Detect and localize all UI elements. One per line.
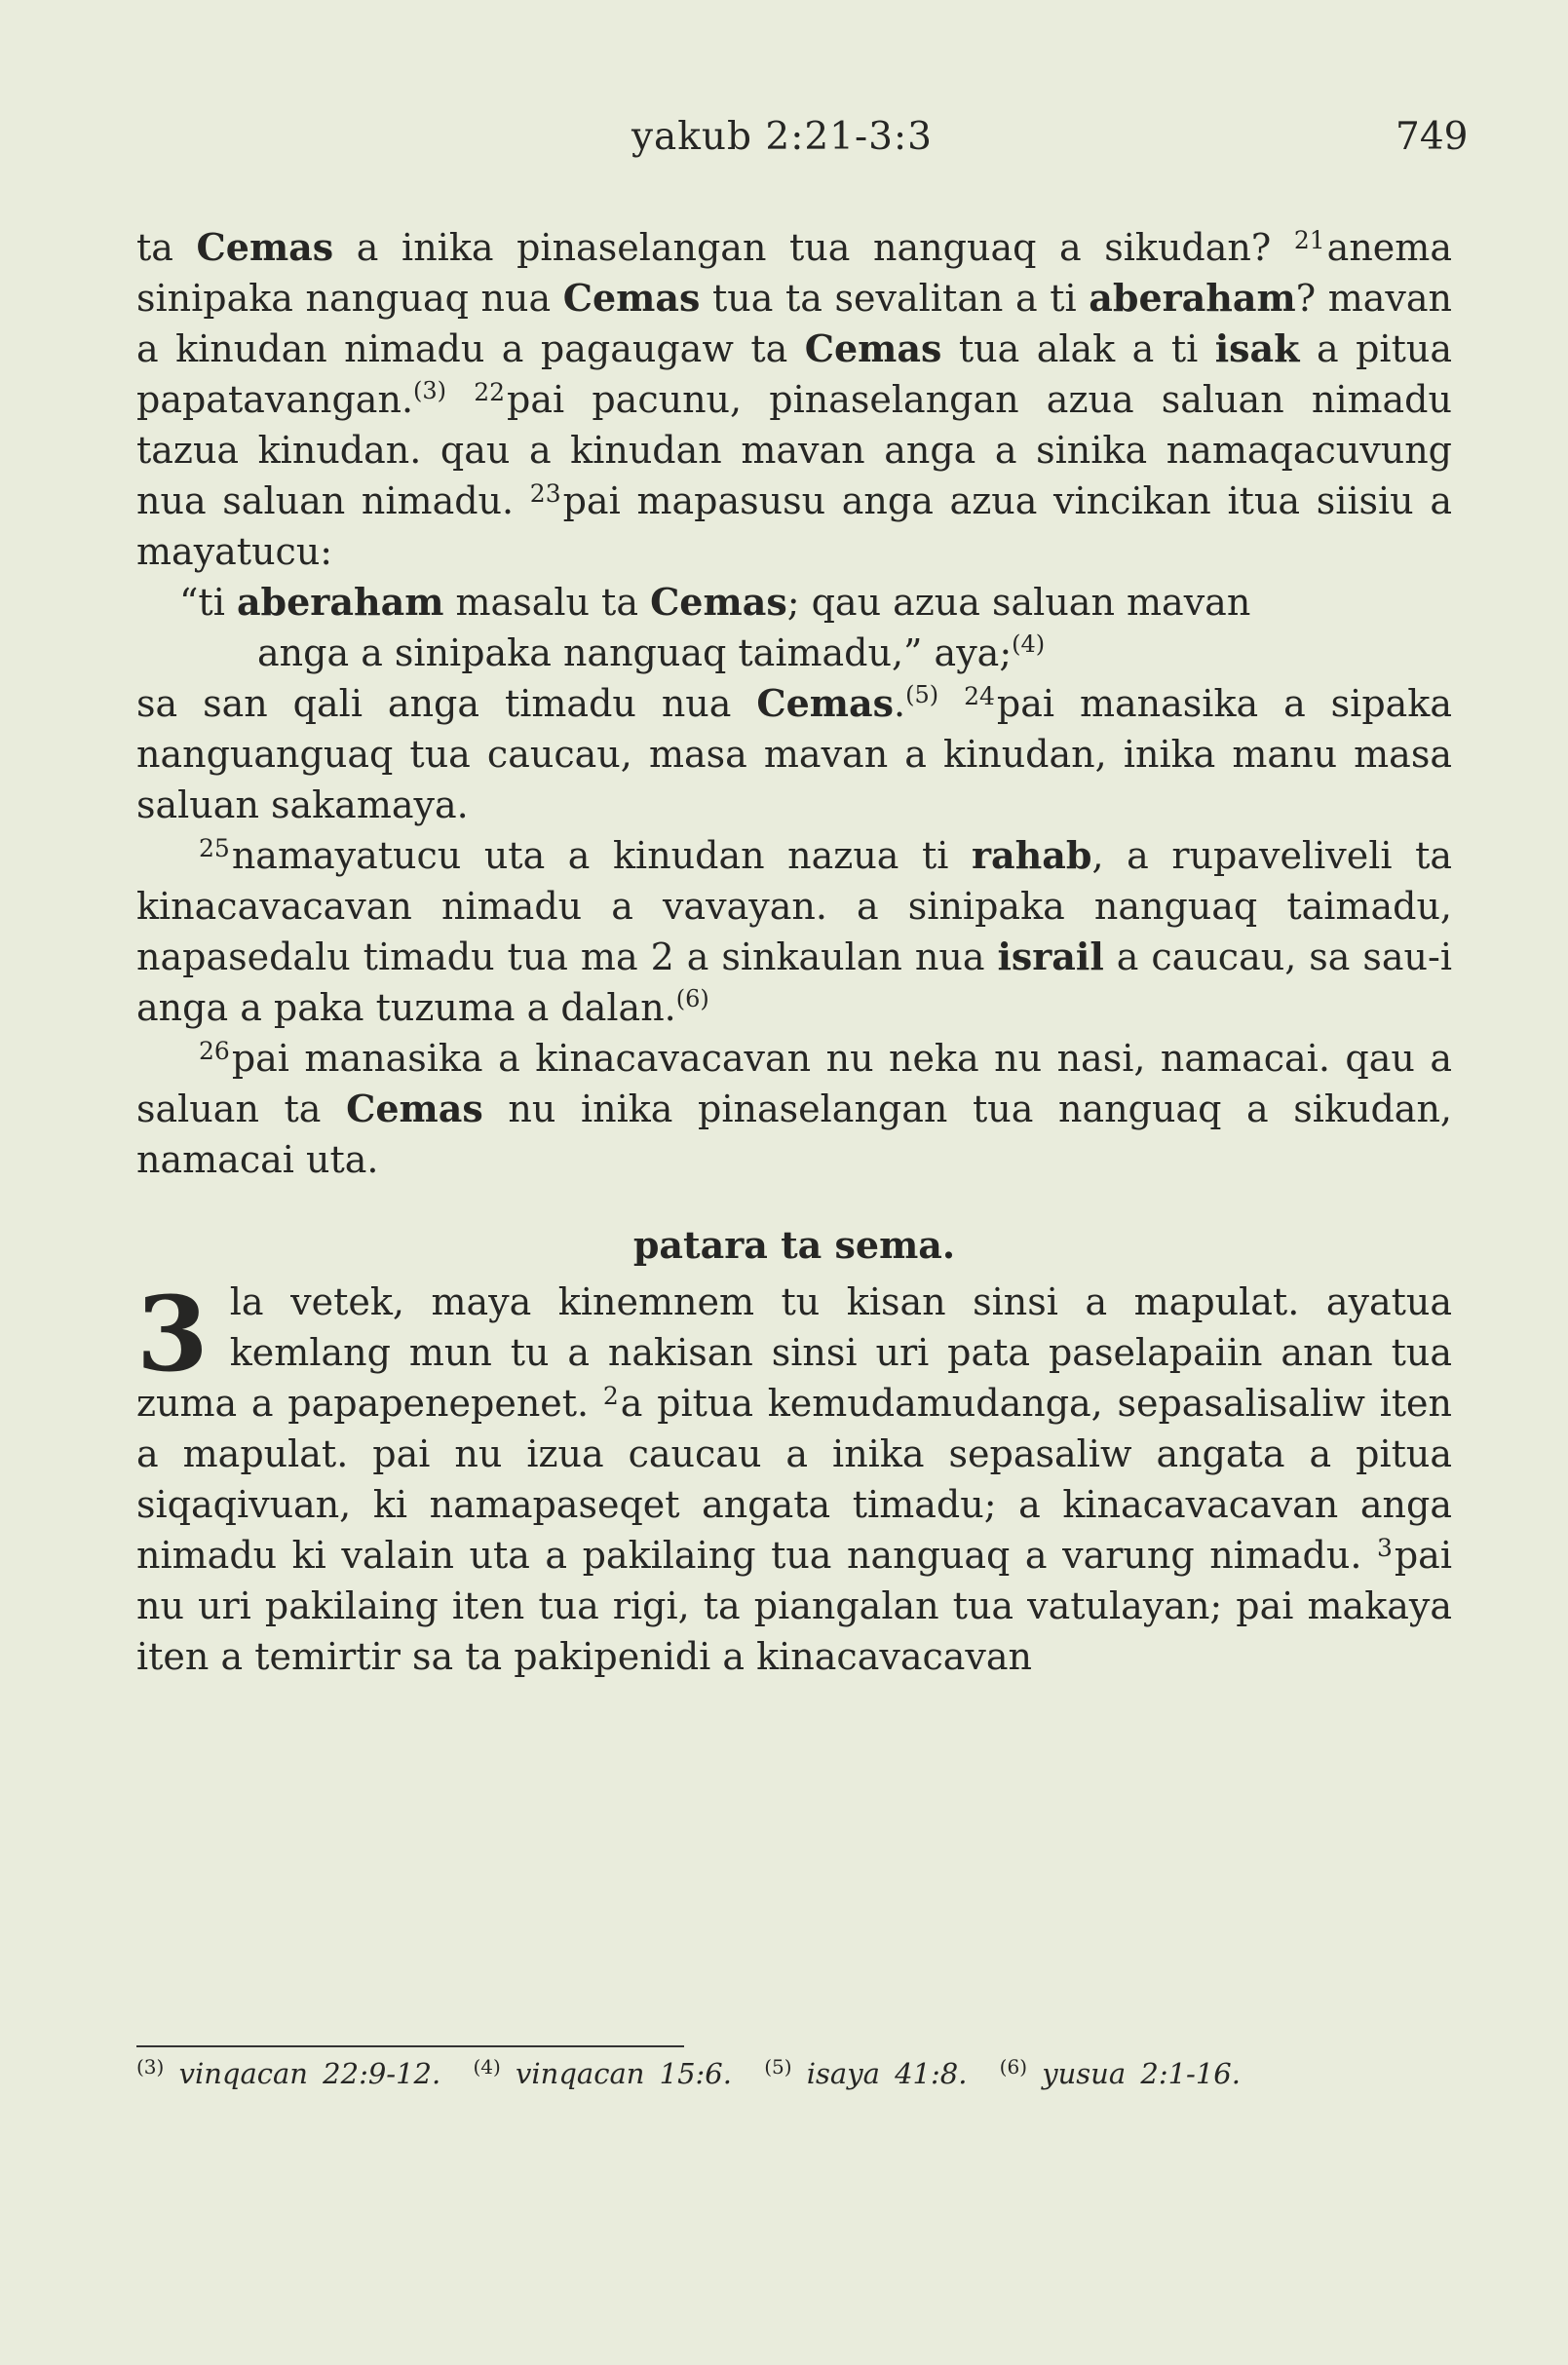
verse-number: 25 — [199, 834, 230, 862]
text-run: nu inika pinaselangan tua nanguaq a sikudan, namacai uta. — [136, 1087, 1452, 1181]
text-run: pai manasika a sipaka nanguanguaq tua caucau, masa mavan a kinudan, inika manu masa saluan sakamaya. — [136, 682, 1452, 826]
bold-name: isak — [1214, 326, 1300, 370]
verse-number: 21 — [1293, 226, 1325, 254]
text-run: masalu ta — [443, 581, 651, 624]
text-run: ? mavan a kinudan nimadu a pagaugaw ta — [136, 277, 1452, 370]
text-run: . — [894, 682, 906, 725]
scripture-quote — [179, 577, 1452, 678]
page-header — [0, 115, 1568, 173]
text-run: “ti — [179, 581, 237, 624]
chapter-number: 3 — [136, 1273, 209, 1394]
text-run: a inika pinaselangan tua nanguaq a sikudan? — [333, 226, 1294, 269]
text-run: namayatucu uta a kinudan nazua ti — [231, 834, 973, 877]
footnote — [136, 2057, 440, 2090]
paragraph — [136, 1033, 1452, 1185]
verse-number: 2 — [602, 1382, 619, 1410]
footnote-ref[interactable]: (4) — [1012, 630, 1046, 658]
footnote — [764, 2057, 967, 2090]
bold-name: Cemas — [346, 1087, 483, 1130]
footnote-mark: (3) — [136, 2055, 165, 2079]
text-run: ; qau azua saluan mavan — [786, 581, 1251, 624]
text-run: ta — [136, 226, 197, 269]
bold-name: Cemas — [196, 225, 334, 269]
text-run — [938, 682, 964, 725]
page-number: 749 — [1396, 115, 1469, 159]
footnote-text: vinqacan 15:6. — [516, 2057, 732, 2090]
text-run — [446, 378, 474, 421]
text-run: a pitua papatavangan. — [136, 327, 1452, 421]
text-run: anema sinipaka nanguaq nua — [136, 226, 1452, 320]
verse-number: 26 — [199, 1037, 230, 1065]
chapter-paragraph — [136, 1273, 1452, 1682]
footnote-text: isaya 41:8. — [806, 2057, 968, 2090]
text-run: , a rupaveliveli ta kinacavacavan nimadu a vavayan. a sinipaka nanguaq taimadu, napasedalu timadu tua ma 2 a sinkaulan nua — [136, 834, 1452, 978]
footnote-mark: (6) — [999, 2055, 1028, 2079]
bold-name: aberaham — [1089, 276, 1296, 320]
text-run: tua alak a ti — [941, 327, 1215, 370]
footnote-text: yusua 2:1-16. — [1042, 2057, 1241, 2090]
footnote-divider — [136, 2045, 684, 2047]
footnote — [1000, 2057, 1241, 2090]
verse-number: 23 — [529, 479, 561, 508]
footnote-mark: (4) — [473, 2055, 501, 2079]
verse-number: 3 — [1376, 1534, 1393, 1562]
footnote-mark: (5) — [764, 2055, 792, 2079]
bold-name: Cemas — [756, 681, 895, 725]
quote-line-2 — [179, 628, 1452, 678]
bold-name: rahab — [972, 833, 1092, 877]
text-run: a caucau, sa sau-i anga a paka tuzuma a dalan. — [136, 935, 1453, 1029]
bold-name: aberaham — [236, 580, 444, 624]
section-heading: patara ta sema. — [632, 1223, 956, 1267]
verse-number: 22 — [474, 378, 506, 406]
text-run: pai pacunu, pinaselangan azua saluan nimadu tazua kinudan. qau a kinudan mavan anga a sinika namaqacuvung nua saluan nimadu. — [136, 378, 1452, 522]
bold-name: Cemas — [562, 276, 701, 320]
running-head: yakub 2:21-3:3 — [631, 115, 933, 159]
paragraph — [136, 222, 1452, 577]
text-run: pai mapasusu anga azua vincikan itua siisiu a mayatucu: — [136, 479, 1452, 573]
text-run: pai nu uri pakilaing iten tua rigi, ta piangalan tua vatulayan; pai makaya iten a temirtir sa ta pakipenidi a kinacavacavan — [136, 1534, 1452, 1678]
text-run: la vetek, maya kinemnem tu kisan sinsi a mapulat. ayatua kemlang mun tu a nakisan sinsi uri pata paselapaiin anan tua zuma a papapenepenet. — [136, 1280, 1452, 1425]
verse-number: 24 — [964, 682, 995, 710]
bold-name: Cemas — [804, 326, 942, 370]
bold-name: israil — [997, 935, 1104, 978]
text-run: sa san qali anga timadu nua — [136, 682, 757, 725]
footnote-ref[interactable]: (6) — [675, 985, 709, 1012]
paragraph — [136, 678, 1452, 830]
footnote-ref[interactable]: (5) — [905, 681, 939, 708]
text-run: anga a sinipaka nanguaq taimadu,” aya; — [257, 631, 1013, 674]
text-run: a pitua kemudamudanga, sepasalisaliw iten a mapulat. pai nu izua caucau a inika sepasaliw angata a pitua siqaqivuan, ki namapaseqet angata timadu; a kinacavacavan anga nimadu ki valain uta a pakilaing tua nanguaq a varung nimadu. — [136, 1382, 1452, 1577]
footnote-ref[interactable]: (3) — [413, 377, 447, 404]
footnote-text: vinqacan 22:9-12. — [178, 2057, 441, 2090]
text-run: tua ta sevalitan a ti — [700, 277, 1090, 320]
paragraph — [136, 830, 1452, 1033]
footnote — [473, 2057, 732, 2090]
text-run: pai manasika a kinacavacavan nu neka nu nasi, namacai. qau a saluan ta — [136, 1037, 1452, 1130]
body-text — [136, 222, 1452, 1682]
footnotes — [136, 2054, 1394, 2093]
bold-name: Cemas — [650, 580, 787, 624]
